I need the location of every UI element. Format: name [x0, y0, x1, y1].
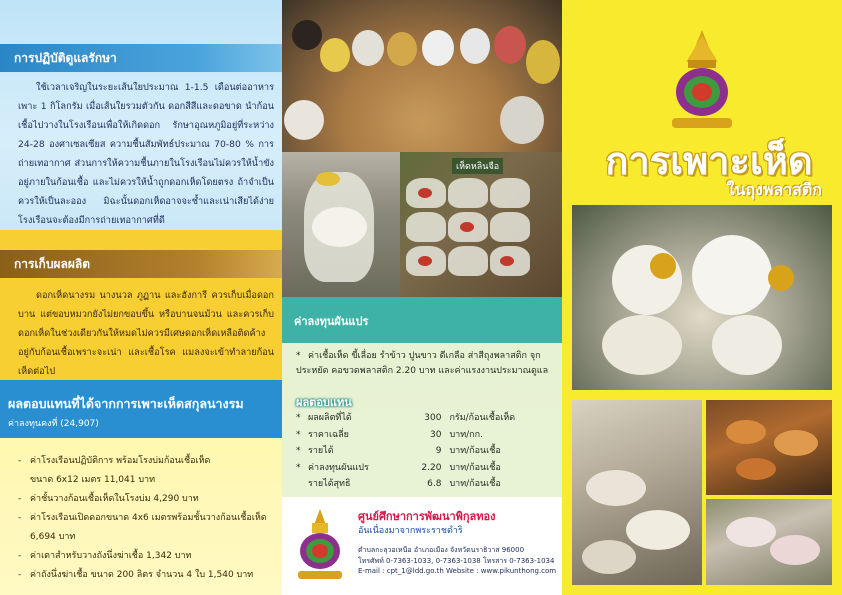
bullet: *	[296, 351, 301, 361]
pink-oyster-photo	[706, 499, 832, 585]
cover-title: การเพาะเห็ด	[605, 139, 813, 183]
yield-title: ผลตอบแทนที่ได้จากการเพาะเห็ดสกุลนางรม	[8, 396, 244, 411]
list-item: - ค่าเตาสำหรับวางถังนึ่งฆ่าเชื้อ 1,342 บาท	[18, 547, 278, 566]
list-item: - ค่าโรงเรือนเปิดดอกขนาด 4x6 เมตรพร้อมชั้นวางก้อนเชื้อเห็ด	[18, 509, 278, 528]
yield-header-bar	[0, 380, 282, 438]
harvest-title: การเก็บผลผลิต	[14, 257, 90, 271]
center-contact	[282, 497, 562, 595]
harvest-body: ดอกเห็ดนางรม นางนวล ภูฏาน และฮังการี ควรเก็บเมื่อดอกบาน แต่ขอบหมวกยังไม่ยกขอบขึ้น หรือบานจนม้วน และควรเก็บดอกเห็ดในช่วงเดียวกันให้หมดไม่ควรมีเศษดอกเห็ดเหลือติดค้างอยู่กับก้อนเชื้อเพราะจะเน่า และเชื้อโรค แมลงจะเข้าทำลายก้อนเห็ดต่อไป	[18, 290, 274, 377]
cost-section	[282, 297, 562, 497]
royal-emblem-icon	[290, 505, 350, 585]
care-title: การปฏิบัติดูแลรักษา	[14, 51, 117, 65]
lions-mane-photo	[572, 205, 832, 390]
yield-section	[0, 380, 282, 595]
bullet: -	[18, 513, 22, 523]
center-name: ศูนย์ศึกษาการพัฒนาพิกุลทอง	[358, 510, 496, 523]
care-section	[0, 0, 282, 230]
phone-line: โทรศัพท์ 0-7363-1033, 0-7363-1038 โทรสาร 0-7363-1034	[358, 556, 555, 565]
list-item: ขนาด 6x12 เมตร 11,041 บาท	[30, 475, 156, 485]
bullet: -	[18, 570, 22, 580]
care-body: ใช้เวลาเจริญในระยะเส้นใยประมาณ 1-1.5 เดือนต่ออาหาร เพาะ 1 กิโลกรัม เมื่อเส้นใยรวมตัวกัน ดอกสีสีและดอขาด นำก้อนเชื้อไปวางในโรงเรือนเพื่อให้เกิดดอก รักษาอุณหภูมิอยู่ที่ระหว่าง 24-28 องศาเซลเซียส ความชื้นสัมพัทธ์ประมาณ 70-80 % การถ่ายเทอากาศ ส่วนการให้ความชื้นภายในโรงเรือนไม่ควรให้น้ำขังอยู่ภายในก้อนเชื้อ และไม่ควรให้น้ำถูกดอกเห็ดโดยตรง ถ้าจำเป็นควรให้เป็นละออง มิฉะนั้นดอกเห็ดอาจจะช้ำและเน่าเสียได้ง่าย โรงเรือนจะต้องมีการถ่ายเทอากาศที่ดี	[18, 82, 274, 226]
cover-subtitle: ในถุงพลาสติก	[726, 180, 822, 199]
center-subtitle: อันเนื่องมาจากพระราชดำริ	[358, 526, 463, 536]
harvest-section	[0, 230, 282, 380]
list-item: - ค่าโรงเรือนปฏิบัติการ พร้อมโรงบ่มก้อนเชื้อเห็ด	[18, 452, 278, 471]
bullet: -	[18, 551, 22, 561]
reishi-photo	[706, 400, 832, 495]
address-line: ตำบลกะลุวอเหนือ อำเภอเมือง จังหวัดนราธิวาส 96000	[358, 546, 525, 554]
yield-subtitle: ค่าลงทุนคงที่ (24,907)	[8, 419, 99, 429]
returns-table	[296, 410, 554, 493]
left-panel	[0, 0, 282, 595]
cost-header-bar	[282, 297, 562, 343]
list-item: 6,694 บาท	[30, 532, 76, 542]
list-item: - ค่าถังนึ่งฆ่าเชื้อ ขนาด 200 ลิตร จำนวน 4 ใบ 1,540 บาท	[18, 566, 278, 585]
royal-emblem-icon	[662, 26, 742, 136]
cover-panel	[562, 0, 842, 595]
photo-tag: เห็ดหลินจือ	[452, 158, 503, 174]
table-row: * ผลผลิตที่ได้ 300 กรัม/ก้อนเชื้อเห็ด	[296, 413, 516, 423]
table-row: * ราคาเฉลี่ย 30 บาท/กก.	[296, 429, 483, 440]
yield-list	[18, 452, 278, 585]
bagged-mushroom-photo	[282, 152, 400, 297]
email-line: E-mail : cpt_1@ldd.go.th Website : www.pikunthong.com	[358, 567, 557, 575]
middle-panel	[282, 0, 562, 595]
list-item: - ค่าชั้นวางก้อนเชื้อเห็ดในโรงบ่ม 4,290 บาท	[18, 490, 278, 509]
returns-title: ผลตอบแทน	[296, 396, 352, 409]
table-row: * ค่าลงทุนผันแปร 2.20 บาท/ก้อนเชื้อ	[296, 462, 501, 473]
training-photo	[282, 0, 562, 152]
cost-title: ค่าลงทุนผันแปร	[294, 315, 369, 328]
lingzhi-photo	[400, 152, 562, 297]
table-row: รายได้สุทธิ 6.8 บาท/ก้อนเชื้อ	[308, 479, 501, 489]
oyster-mushroom-photo	[572, 400, 702, 585]
cost-text: * ค่าเชื้อเห็ด ขี้เลื่อย รำข้าว ปูนขาว ดีเกลือ ส่าสีถุงพลาสติก จุกประหยัด คอขวดพลาสติก 2.20 บาท และค่าแรงงานประมาณดูแล	[296, 351, 549, 376]
bullet: -	[18, 494, 22, 504]
bullet: -	[18, 456, 22, 466]
table-row: * รายได้ 9 บาท/ก้อนเชื้อ	[296, 446, 501, 456]
harvest-header-bar	[0, 250, 282, 278]
care-header-bar	[0, 44, 282, 72]
center-address	[358, 545, 556, 577]
